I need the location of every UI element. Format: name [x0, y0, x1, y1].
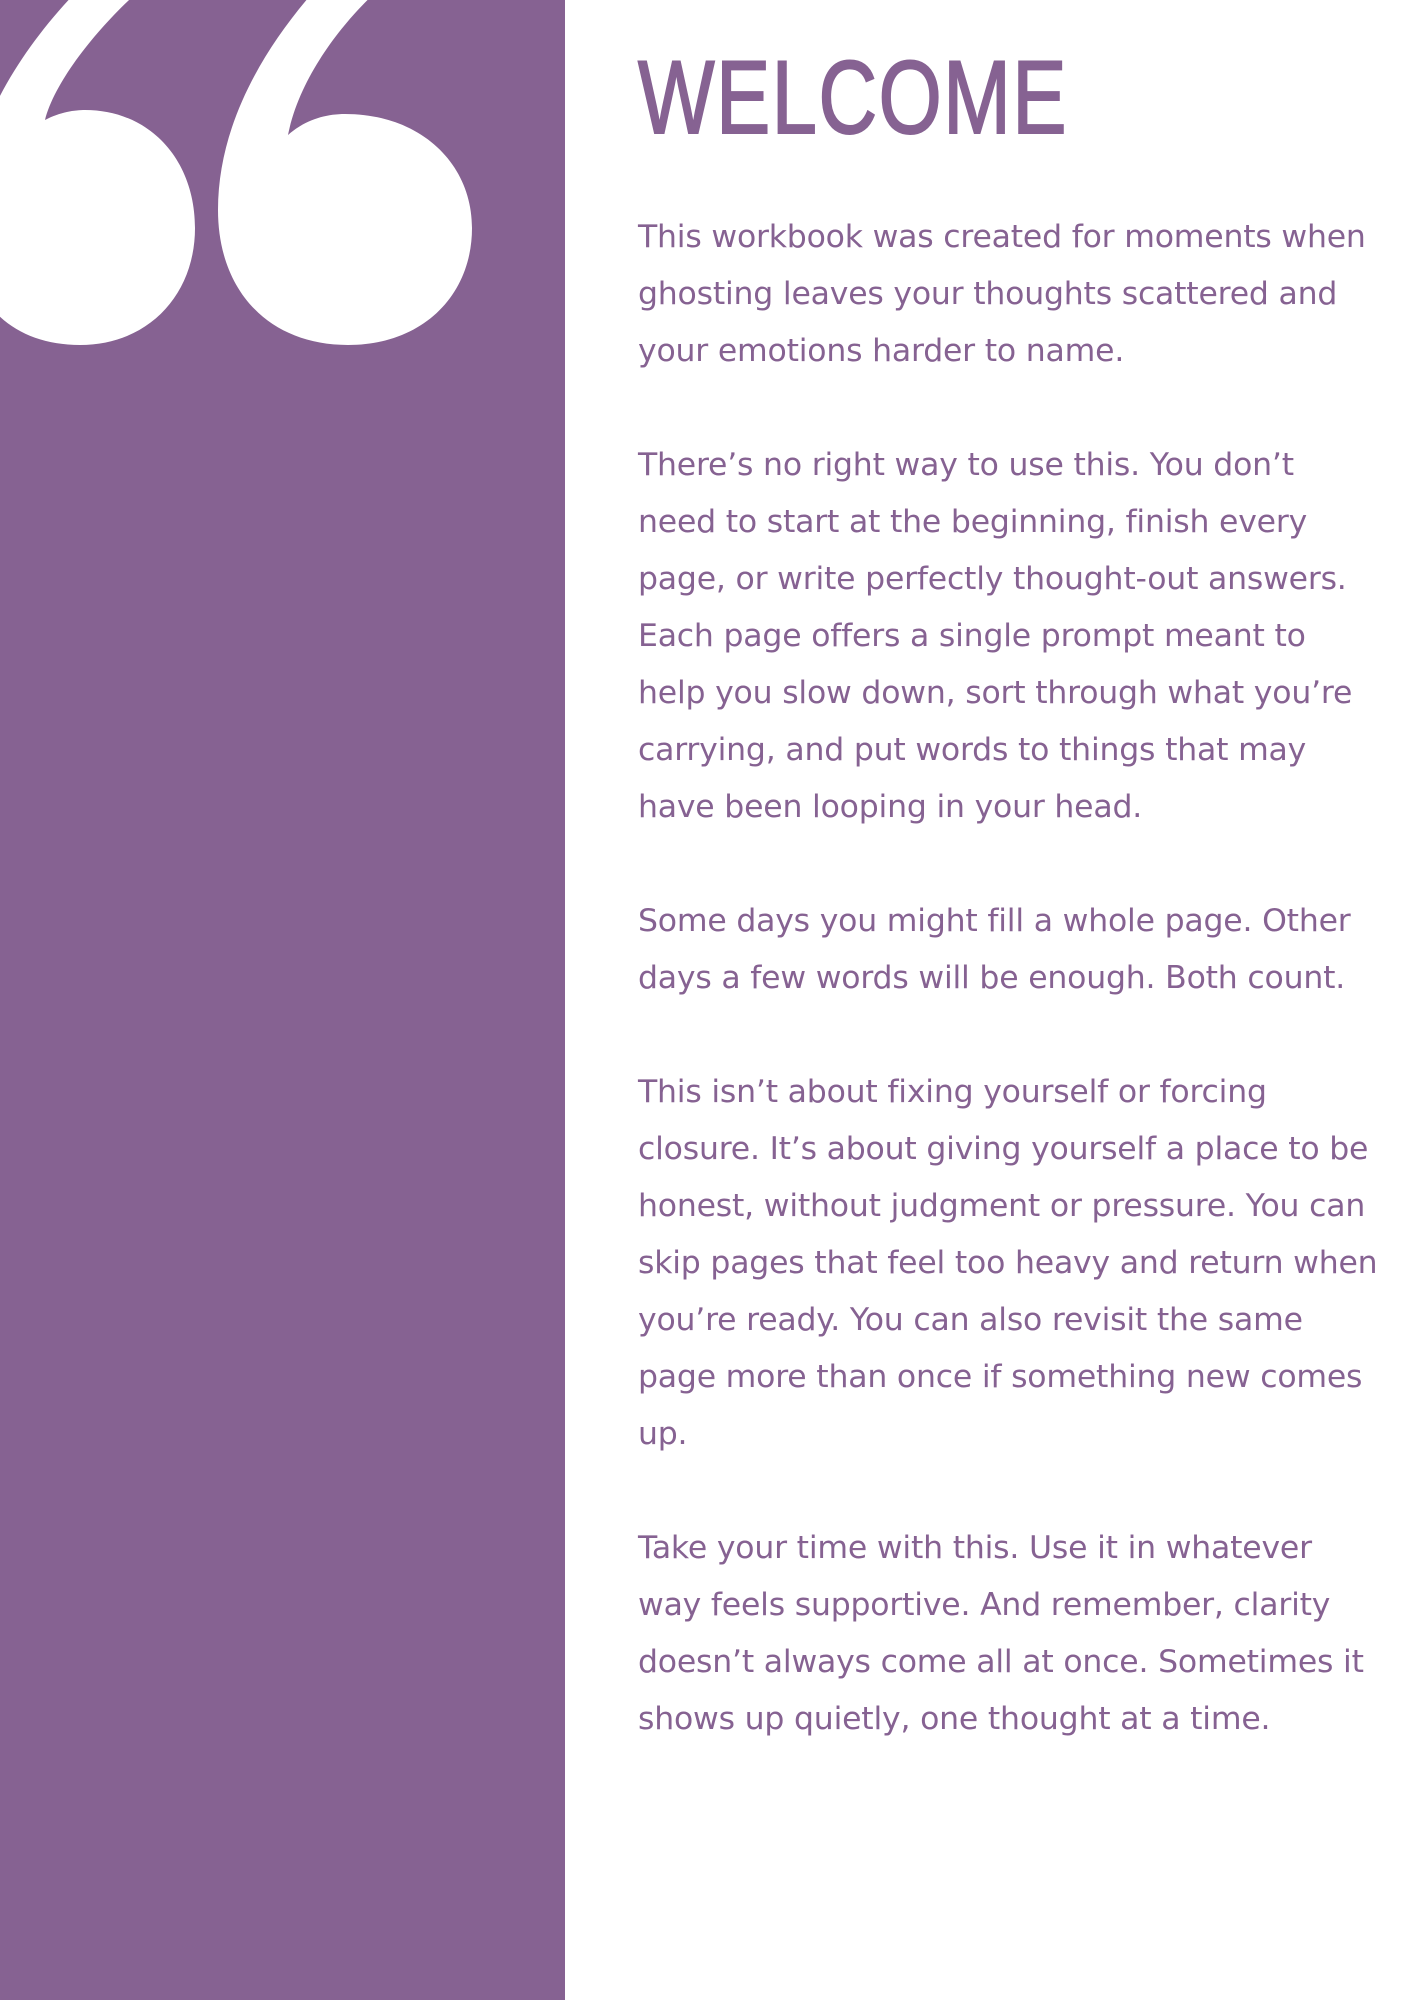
welcome-paragraph-3: Some days you might fill a whole page. Other days a few words will be enough. Both count.: [638, 903, 1351, 996]
welcome-paragraph-2: There’s no right way to use this. You don’t need to start at the beginning, finish every page, or write perfectly thought-out answers. Each page offers a single prompt meant to help you slow down, sort through what you’re carrying, and put words to things that may have been looping in your head.: [638, 447, 1353, 825]
welcome-paragraph-4: This isn’t about fixing yourself or forcing closure. It’s about giving yourself a place to be honest, without judgment or pressure. You can skip pages that feel too heavy and return when you’re ready. You can also revisit the same page more than once if something new comes up.: [638, 1074, 1378, 1452]
decorative-sidebar: [0, 0, 565, 2000]
welcome-paragraph-5: Take your time with this. Use it in whatever way feels supportive. And remember, clarity doesn’t always come all at once. Sometimes it shows up quietly, one thought at a time.: [638, 1530, 1364, 1737]
page-title: WELCOME: [638, 40, 1069, 156]
welcome-paragraph-1: This workbook was created for moments when ghosting leaves your thoughts scattered and your emotions harder to name.: [638, 219, 1366, 369]
welcome-body: [638, 209, 1378, 1805]
opening-quote-icon: [0, 0, 565, 360]
